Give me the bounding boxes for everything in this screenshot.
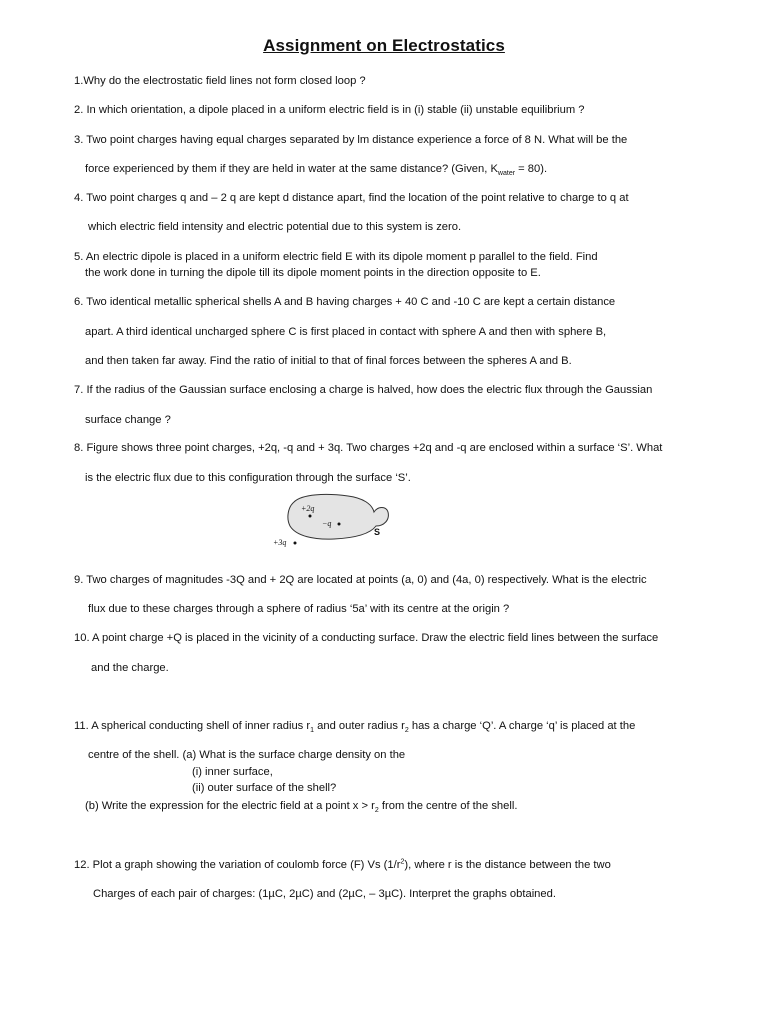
question-4-line-1: 4. Two point charges q and – 2 q are kept d distance apart, find the location of the point relative to charge to q at (74, 192, 629, 204)
question-12-line-2: Charges of each pair of charges: (1µC, 2µC) and (2µC, – 3µC). Interpret the graphs obtained. (93, 888, 556, 900)
page-title: Assignment on Electrostatics (263, 36, 505, 55)
question-4-line-2: which electric field intensity and electric potential due to this system is zero. (88, 221, 462, 233)
question-11-text-b: and outer radius r (314, 720, 405, 732)
question-11-line-4: (ii) outer surface of the shell? (192, 782, 337, 794)
question-7-line-2: surface change ? (85, 414, 171, 426)
charge-2q-label: +2q (301, 504, 315, 513)
question-11-line-5 (85, 799, 517, 813)
charge-3q-dot (294, 542, 297, 545)
question-11-line-1 (74, 719, 635, 733)
gaussian-surface-figure (268, 490, 398, 552)
question-9-line-2: flux due to these charges through a sphere of radius ‘5a’ with its centre at the origin ? (88, 603, 510, 615)
question-11-text-a: 11. A spherical conducting shell of inner radius r (74, 720, 311, 732)
r2-subscript: 2 (404, 727, 409, 735)
question-2: 2. In which orientation, a dipole placed in a uniform electric field is in (i) stable (ii) unstable equilibrium ? (74, 104, 585, 116)
question-3-text: force experienced by them if they are held in water at the same distance? (Given, K (85, 163, 498, 175)
r-squared-superscript: 2 (400, 858, 405, 866)
question-8-line-2: is the electric flux due to this configuration through the surface ‘S’. (85, 472, 411, 484)
question-5-line-2: the work done in turning the dipole till its dipole moment points in the direction opposite to E. (85, 267, 541, 279)
question-11b-text-a: (b) Write the expression for the electric field at a point x > r (85, 800, 375, 812)
charge-2q-dot (309, 515, 312, 518)
question-10-line-1: 10. A point charge +Q is placed in the vicinity of a conducting surface. Draw the electric field lines between the surface (74, 632, 659, 644)
charge-neg-q-dot (338, 523, 341, 526)
water-subscript: water (497, 170, 516, 178)
charge-3q-label: +3q (273, 538, 287, 547)
question-12-text-a: 12. Plot a graph showing the variation of coulomb force (F) Vs (1/r (74, 859, 401, 871)
question-7-line-1: 7. If the radius of the Gaussian surface enclosing a charge is halved, how does the electric flux through the Gaussian (74, 384, 653, 396)
question-1: 1.Why do the electrostatic field lines not form closed loop ? (74, 75, 366, 87)
question-6-line-2: apart. A third identical uncharged sphere C is first placed in contact with sphere A and then with sphere B, (85, 326, 607, 338)
question-6-line-3: and then taken far away. Find the ratio of initial to that of final forces between the spheres A and B. (85, 355, 572, 367)
question-12-line-1 (74, 858, 611, 872)
r2-subscript-b: 2 (374, 807, 379, 815)
question-3-text-end: = 80). (515, 163, 548, 175)
question-6-line-1: 6. Two identical metallic spherical shells A and B having charges + 40 C and -10 C are kept a certain distance (74, 296, 616, 308)
question-10-line-2: and the charge. (91, 662, 169, 674)
question-8-line-1: 8. Figure shows three point charges, +2q, -q and + 3q. Two charges +2q and -q are enclosed within a surface ‘S’. What (74, 442, 663, 454)
question-3-line-1: 3. Two point charges having equal charges separated by lm distance experience a force of 8 N. What will be the (74, 134, 628, 146)
question-11-line-3: (i) inner surface, (192, 766, 273, 778)
question-11-line-2: centre of the shell. (a) What is the surface charge density on the (88, 749, 406, 761)
question-11-text-c: has a charge ‘Q’. A charge ‘q’ is placed at the (408, 720, 636, 732)
question-12-text-b: ), where r is the distance between the two (404, 859, 611, 871)
surface-s-label: S (374, 527, 381, 537)
question-3-line-2 (85, 162, 547, 176)
charge-neg-q-label: −q (322, 519, 332, 528)
question-11b-text-b: from the centre of the shell. (378, 800, 518, 812)
question-9-line-1: 9. Two charges of magnitudes -3Q and + 2Q are located at points (a, 0) and (4a, 0) respectively. What is the electric (74, 574, 647, 586)
r1-subscript: 1 (310, 727, 315, 735)
question-5-line-1: 5. An electric dipole is placed in a uniform electric field E with its dipole moment p parallel to the field. Find (74, 251, 598, 263)
